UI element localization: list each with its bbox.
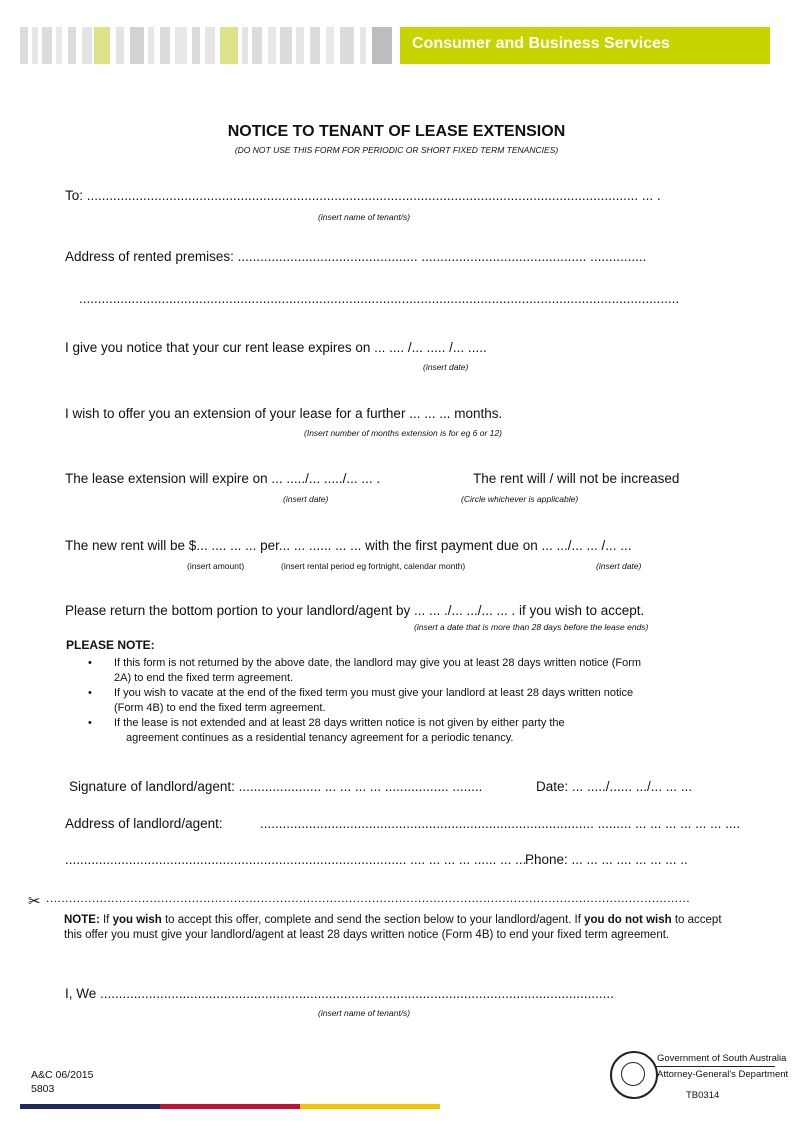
note-item-line: 2A) to end the fixed term agreement.: [114, 672, 294, 684]
return-by-hint: (insert a date that is more than 28 days before the lease ends): [414, 622, 649, 632]
extension-months-hint: (Insert number of months extension is for eg 6 or 12): [304, 428, 502, 438]
brand-name: Consumer and Business Services: [412, 35, 670, 52]
note-item: • If you wish to vacate at the end of the fixed term you must give your landlord at least 28 days written notice (Form 4B) to end the fixed term agreement.: [88, 687, 634, 714]
return-by-field[interactable]: Please return the bottom portion to your landlord/agent by ... ... ./... .../... ... . if you wish to accept.: [65, 603, 645, 618]
new-rent-amount-hint: (insert amount): [187, 561, 245, 571]
gov-name: Government of South Australia: [657, 1053, 787, 1064]
landlord-address-label: Address of landlord/agent:: [65, 816, 223, 831]
form-id: TB0314: [686, 1090, 720, 1101]
footer-color-bar: [20, 1104, 440, 1109]
rent-increase-hint: (Circle whichever is applicable): [461, 494, 579, 504]
color-bar-yellow: [300, 1104, 440, 1109]
landlord-address-field[interactable]: ......................................................................................... ......... ... ... ... ... ... ... ....: [260, 816, 741, 831]
landlord-phone-field[interactable]: Phone: ... ... ... .... ... ... ... ..: [525, 852, 688, 867]
lease-expiry-hint: (insert date): [423, 362, 469, 372]
extension-expire-field[interactable]: The lease extension will expire on ... ...../... ...../... ... .: [65, 471, 381, 486]
rent-increase-choice[interactable]: The rent will / will not be increased: [473, 471, 680, 486]
accept-note-label: NOTE:: [64, 914, 100, 926]
note-item: • If this form is not returned by the above date, the landlord may give you at least 28 days written notice (Form 2A) to end the fixed term agreement.: [88, 657, 642, 684]
gov-department: Attorney-General's Department: [657, 1069, 789, 1080]
note-item-line: If the lease is not extended and at least 28 days written notice is not given by either party the: [114, 717, 565, 729]
form-number: 5803: [31, 1083, 55, 1095]
new-rent-field[interactable]: The new rent will be $... .... ... ... per... ... ...... ... ... with the first payment due on ... .../... ... /... ...: [65, 538, 632, 553]
note-item-line: If you wish to vacate at the end of the fixed term you must give your landlord at least 28 days written notice: [114, 687, 634, 699]
note-item-line: agreement continues as a residential tenancy agreement for a periodic tenancy.: [126, 732, 514, 744]
color-bar-navy: [20, 1104, 160, 1109]
accept-note: NOTE: If you wish to accept this offer, complete and send the section below to your landlord/agent. If you do not wish to accept this offer you must give your landlord/agent at least 28 days written notice (Form 4B) to end your fixed term agreement.: [64, 914, 722, 941]
form-subtitle: (DO NOT USE THIS FORM FOR PERIODIC OR SHORT FIXED TERM TENANCIES): [234, 145, 559, 155]
color-bar-red: [160, 1104, 300, 1109]
brand-bar: [400, 27, 770, 64]
sa-government-logo: [610, 1051, 658, 1099]
form-title: NOTICE TO TENANT OF LEASE EXTENSION: [227, 123, 566, 140]
gov-divider: [655, 1066, 775, 1067]
note-item: • If the lease is not extended and at least 28 days written notice is not given by either party the agreement continues as a residential tenancy agreement for a periodic tenancy.: [88, 717, 565, 744]
cut-line: ........................................................................................................................................................................: [46, 891, 691, 905]
new-rent-period-hint: (insert rental period eg fortnight, calendar month): [281, 561, 466, 571]
landlord-signature-field[interactable]: Signature of landlord/agent: ...................... ... ... ... ... ................. ........: [69, 779, 483, 794]
extension-months-field[interactable]: I wish to offer you an extension of your lease for a further ... ... ... months.: [65, 406, 503, 421]
new-rent-date-hint: (insert date): [596, 561, 642, 571]
form-code: A&C 06/2015: [31, 1069, 94, 1081]
header-stripes: [20, 27, 400, 64]
note-item-line: If this form is not returned by the above date, the landlord may give you at least 28 days written notice (Form: [114, 657, 642, 669]
address-field[interactable]: Address of rented premises: ................................................ ............................................ ...............: [65, 249, 647, 264]
tenant-names-hint: (insert name of tenant/s): [318, 1008, 411, 1018]
address-field-line2[interactable]: ................................................................................................................................................................: [79, 291, 680, 306]
to-hint: (insert name of tenant/s): [318, 212, 411, 222]
to-field[interactable]: To: ................................................................................................................................................... ... .: [65, 188, 661, 203]
landlord-date-field[interactable]: Date: ... ...../...... .../... ... ...: [536, 779, 693, 794]
lease-expiry-field[interactable]: I give you notice that your cur rent lease expires on ... .... /... ..... /... .....: [65, 340, 487, 355]
please-note-heading: PLEASE NOTE:: [66, 638, 155, 652]
scissors-icon: ✂: [28, 893, 41, 910]
extension-expire-hint: (insert date): [283, 494, 329, 504]
landlord-address-line2[interactable]: ........................................................................................... .... ... ... ... ...... ... ... ...: [65, 852, 542, 867]
note-item-line: (Form 4B) to end the fixed term agreement.: [114, 702, 326, 714]
tenant-names-field[interactable]: I, We .........................................................................................................................................: [65, 986, 614, 1001]
